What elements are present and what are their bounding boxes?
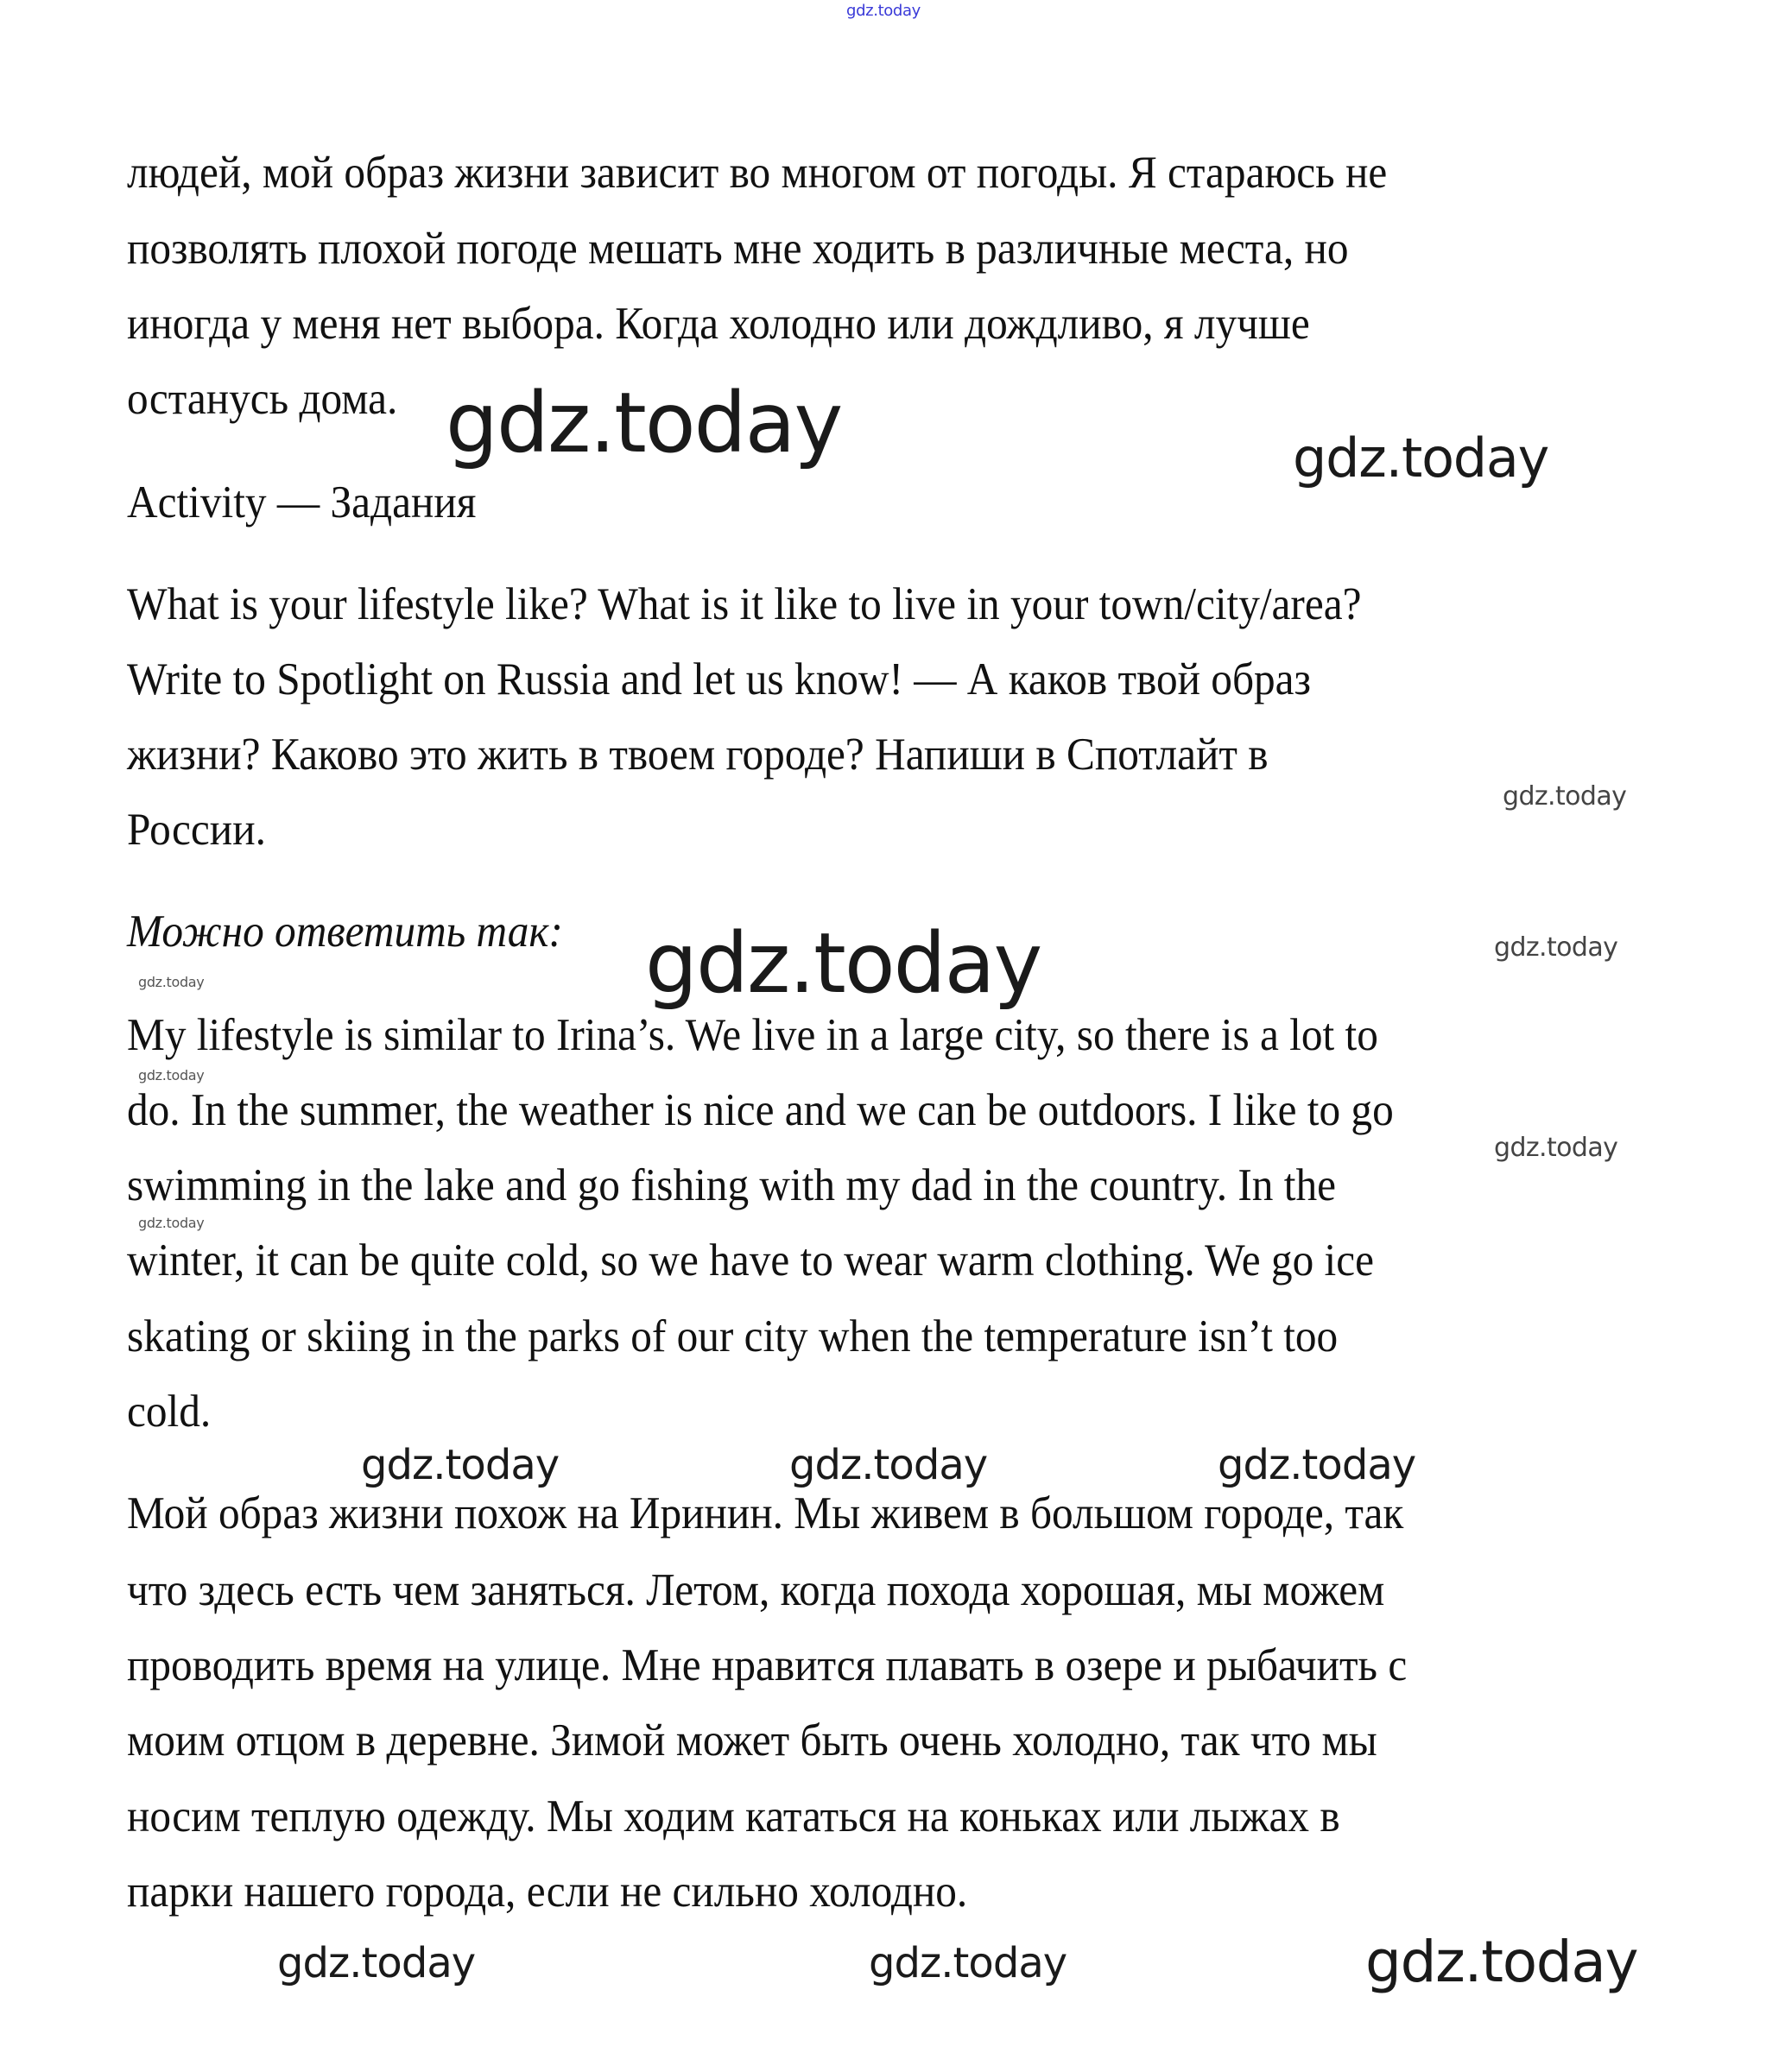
text-line: What is your lifestyle like? What is it like to live in your town/city/area? — [127, 579, 1362, 629]
answer-intro: Можно ответить так: — [127, 906, 563, 957]
text-line: носим теплую одежду. Мы ходим кататься на коньках или лыжах в — [127, 1791, 1340, 1841]
text-line: do. In the summer, the weather is nice and we can be outdoors. I like to go — [127, 1085, 1394, 1135]
watermark: gdz.today — [361, 1441, 560, 1489]
watermark: gdz.today — [138, 1067, 205, 1083]
watermark: gdz.today — [1494, 1133, 1618, 1163]
text-line: останусь дома. — [127, 374, 398, 424]
watermark: gdz.today — [1365, 1929, 1638, 1995]
text-line: России. — [127, 805, 266, 855]
text-line: Write to Spotlight on Russia and let us know! — А каков твой образ — [127, 654, 1312, 704]
text-line: My lifestyle is similar to Irina’s. We live in a large city, so there is a lot to — [127, 1010, 1378, 1060]
text-line: winter, it can be quite cold, so we have to wear warm clothing. We go ice — [127, 1235, 1374, 1286]
activity-heading: Activity — Задания — [127, 477, 477, 527]
watermark: gdz.today — [446, 375, 842, 471]
text-line: моим отцом в деревне. Зимой может быть очень холодно, так что мы — [127, 1715, 1377, 1766]
watermark: gdz.today — [138, 974, 205, 990]
watermark: gdz.today — [1494, 932, 1618, 963]
watermark: gdz.today — [1293, 426, 1549, 490]
text-line: людей, мой образ жизни зависит во многом от погоды. Я стараюсь не — [127, 148, 1388, 198]
watermark: gdz.today — [846, 2, 921, 20]
watermark: gdz.today — [645, 915, 1041, 1012]
watermark: gdz.today — [1218, 1441, 1416, 1489]
text-line: swimming in the lake and go fishing with my dad in the country. In the — [127, 1160, 1336, 1210]
text-line: skating or skiing in the parks of our city when the temperature isn’t too — [127, 1311, 1339, 1361]
watermark: gdz.today — [138, 1215, 205, 1231]
text-line: проводить время на улице. Мне нравится плавать в озере и рыбачить с — [127, 1640, 1408, 1690]
watermark: gdz.today — [869, 1939, 1067, 1987]
text-line: иногда у меня нет выбора. Когда холодно или дождливо, я лучше — [127, 299, 1310, 349]
text-line: позволять плохой погоде мешать мне ходить в различные места, но — [127, 224, 1349, 274]
text-line: парки нашего города, если не сильно холодно. — [127, 1867, 968, 1917]
text-line: жизни? Каково это жить в твоем городе? Напиши в Спотлайт в — [127, 730, 1269, 780]
watermark: gdz.today — [277, 1939, 476, 1987]
text-line: Мой образ жизни похож на Иринин. Мы живем в большом городе, так — [127, 1488, 1404, 1538]
text-line: что здесь есть чем заняться. Летом, когда похода хорошая, мы можем — [127, 1565, 1385, 1615]
watermark: gdz.today — [1503, 781, 1627, 812]
watermark: gdz.today — [789, 1441, 988, 1489]
text-line: cold. — [127, 1387, 212, 1437]
